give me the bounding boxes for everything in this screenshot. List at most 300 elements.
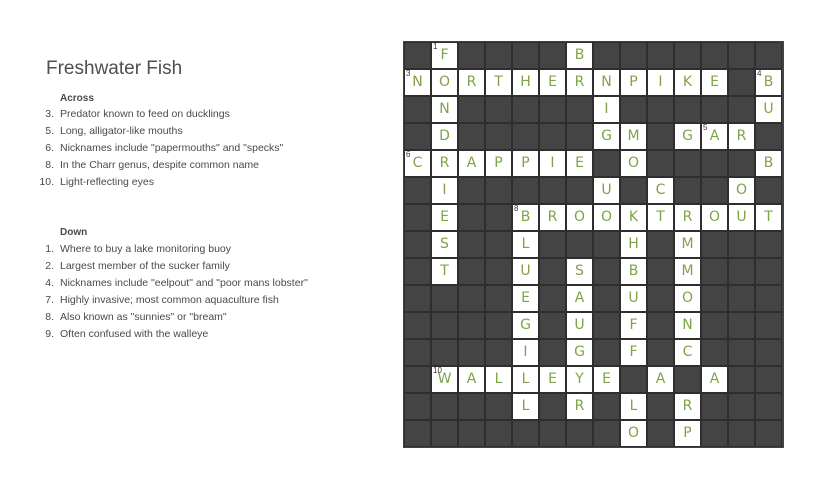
grid-cell[interactable] (539, 150, 566, 177)
cell-letter: N (412, 74, 423, 90)
grid-block (647, 393, 674, 420)
grid-block (755, 366, 782, 393)
grid-cell[interactable] (728, 123, 755, 150)
cell-letter: E (440, 209, 449, 225)
grid-block (755, 42, 782, 69)
grid-block (458, 258, 485, 285)
cell-letter: K (628, 209, 639, 225)
cell-letter: U (574, 317, 585, 333)
grid-block (431, 285, 458, 312)
grid-cell[interactable] (431, 42, 458, 69)
grid-block (593, 393, 620, 420)
grid-cell[interactable] (593, 69, 620, 96)
cell-letter: Y (575, 371, 584, 387)
grid-block (539, 258, 566, 285)
grid-cell[interactable] (566, 366, 593, 393)
grid-block (485, 339, 512, 366)
grid-block (755, 312, 782, 339)
cell-letter: O (573, 209, 586, 225)
cell-letter: F (440, 47, 449, 63)
grid-cell[interactable] (620, 339, 647, 366)
cell-letter: L (521, 236, 530, 252)
grid-block (755, 393, 782, 420)
grid-cell[interactable] (647, 204, 674, 231)
cell-letter: L (494, 371, 503, 387)
clue-text: Highly invasive; most common aquaculture fish (60, 294, 279, 306)
cell-letter: B (628, 263, 639, 279)
cell-letter: P (683, 425, 692, 441)
grid-block (404, 366, 431, 393)
grid-cell[interactable] (512, 285, 539, 312)
grid-block (458, 339, 485, 366)
cell-letter: I (550, 155, 555, 171)
cell-letter: U (628, 290, 639, 306)
puzzle-title: Freshwater Fish (46, 58, 183, 79)
grid-cell[interactable] (755, 96, 782, 123)
cell-letter: D (439, 128, 450, 144)
cell-letter: E (710, 74, 719, 90)
grid-block (512, 42, 539, 69)
cell-letter: E (521, 290, 530, 306)
cell-number: 3 (406, 69, 411, 78)
grid-block (674, 96, 701, 123)
grid-block (512, 96, 539, 123)
grid-cell[interactable] (728, 204, 755, 231)
grid-cell[interactable] (539, 366, 566, 393)
grid-cell[interactable] (566, 393, 593, 420)
grid-block (728, 366, 755, 393)
grid-block (755, 339, 782, 366)
cell-letter: M (681, 236, 694, 252)
grid-cell[interactable] (485, 69, 512, 96)
grid-cell[interactable] (674, 339, 701, 366)
grid-block (728, 420, 755, 447)
grid-cell[interactable] (512, 258, 539, 285)
grid-cell[interactable] (593, 177, 620, 204)
grid-block (566, 420, 593, 447)
cell-letter: O (438, 74, 451, 90)
clue-text: Light-reflecting eyes (60, 176, 154, 188)
grid-block (404, 285, 431, 312)
grid-cell[interactable] (566, 285, 593, 312)
grid-cell[interactable] (566, 42, 593, 69)
grid-cell[interactable] (512, 312, 539, 339)
grid-cell[interactable] (674, 123, 701, 150)
grid-block (728, 339, 755, 366)
grid-block (458, 96, 485, 123)
grid-block (431, 393, 458, 420)
grid-cell[interactable] (539, 204, 566, 231)
cell-letter: T (494, 74, 503, 90)
cell-letter: A (655, 371, 666, 387)
grid-cell[interactable] (431, 204, 458, 231)
grid-cell[interactable] (620, 420, 647, 447)
down-clue (30, 292, 308, 309)
down-clue (30, 258, 308, 275)
grid-block (674, 366, 701, 393)
grid-cell[interactable] (512, 69, 539, 96)
grid-block (620, 42, 647, 69)
grid-cell[interactable] (512, 150, 539, 177)
grid-block (539, 42, 566, 69)
cell-letter: B (763, 74, 774, 90)
grid-block (485, 96, 512, 123)
cell-letter: U (763, 101, 774, 117)
cell-letter: I (604, 101, 609, 117)
grid-cell[interactable] (458, 69, 485, 96)
grid-block (512, 420, 539, 447)
grid-block (539, 339, 566, 366)
grid-block (728, 69, 755, 96)
grid-cell[interactable] (647, 366, 674, 393)
grid-cell[interactable] (674, 69, 701, 96)
grid-block (593, 420, 620, 447)
grid-block (728, 42, 755, 69)
cell-number: 8 (514, 204, 519, 213)
cell-letter: R (466, 74, 477, 90)
grid-block (593, 150, 620, 177)
cell-letter: F (629, 344, 638, 360)
clue-text: Largest member of the sucker family (60, 260, 230, 272)
grid-cell[interactable] (404, 150, 431, 177)
cell-number: 4 (757, 69, 762, 78)
cell-letter: O (600, 209, 613, 225)
grid-cell[interactable] (701, 204, 728, 231)
cell-letter: T (764, 209, 773, 225)
across-clue (30, 123, 283, 140)
grid-cell[interactable] (701, 69, 728, 96)
grid-block (674, 177, 701, 204)
grid-block (458, 42, 485, 69)
grid-block (458, 393, 485, 420)
cell-letter: B (763, 155, 774, 171)
grid-block (431, 420, 458, 447)
cell-letter: P (494, 155, 503, 171)
grid-cell[interactable] (458, 150, 485, 177)
grid-block (485, 285, 512, 312)
cell-letter: E (548, 371, 557, 387)
cell-letter: T (656, 209, 665, 225)
grid-cell[interactable] (431, 366, 458, 393)
grid-block (674, 150, 701, 177)
cell-letter: R (682, 398, 693, 414)
grid-block (539, 285, 566, 312)
grid-cell[interactable] (620, 123, 647, 150)
grid-cell[interactable] (566, 150, 593, 177)
cell-letter: R (574, 74, 585, 90)
grid-block (512, 123, 539, 150)
grid-block (458, 177, 485, 204)
grid-block (458, 204, 485, 231)
grid-block (404, 96, 431, 123)
grid-cell[interactable] (755, 204, 782, 231)
cell-letter: C (412, 155, 423, 171)
grid-block (593, 285, 620, 312)
cell-letter: H (628, 236, 639, 252)
cell-letter: R (736, 128, 747, 144)
clue-number: 7. (45, 294, 54, 306)
grid-cell[interactable] (620, 285, 647, 312)
grid-block (755, 258, 782, 285)
grid-block (404, 204, 431, 231)
grid-cell[interactable] (566, 339, 593, 366)
grid-cell[interactable] (485, 150, 512, 177)
grid-block (404, 312, 431, 339)
grid-block (755, 285, 782, 312)
grid-block (701, 258, 728, 285)
cell-letter: H (520, 74, 531, 90)
grid-cell[interactable] (431, 258, 458, 285)
grid-cell[interactable] (431, 231, 458, 258)
cell-letter: O (681, 290, 694, 306)
grid-cell[interactable] (620, 393, 647, 420)
cell-letter: G (682, 128, 693, 144)
grid-cell[interactable] (404, 69, 431, 96)
cell-letter: R (547, 209, 558, 225)
grid-block (485, 177, 512, 204)
grid-block (728, 96, 755, 123)
clue-text: Long, alligator-like mouths (60, 125, 183, 137)
grid-cell[interactable] (620, 150, 647, 177)
grid-cell[interactable] (647, 69, 674, 96)
grid-cell[interactable] (755, 69, 782, 96)
grid-cell[interactable] (485, 366, 512, 393)
down-heading: Down (60, 227, 88, 238)
grid-cell[interactable] (431, 123, 458, 150)
cell-number: 6 (406, 150, 411, 159)
grid-block (620, 366, 647, 393)
grid-block (404, 231, 431, 258)
grid-block (755, 177, 782, 204)
grid-block (755, 420, 782, 447)
grid-cell[interactable] (566, 69, 593, 96)
grid-block (620, 96, 647, 123)
grid-block (593, 231, 620, 258)
cell-letter: L (629, 398, 638, 414)
grid-cell[interactable] (566, 204, 593, 231)
cell-letter: S (440, 236, 449, 252)
cell-letter: R (682, 209, 693, 225)
grid-block (647, 231, 674, 258)
grid-cell[interactable] (512, 339, 539, 366)
cell-letter: P (521, 155, 530, 171)
grid-block (539, 177, 566, 204)
grid-block (647, 123, 674, 150)
grid-cell[interactable] (593, 123, 620, 150)
clue-text: In the Charr genus, despite common name (60, 159, 260, 171)
cell-number: 10 (433, 366, 442, 375)
grid-cell[interactable] (674, 204, 701, 231)
grid-cell[interactable] (755, 150, 782, 177)
grid-cell[interactable] (512, 231, 539, 258)
grid-block (728, 312, 755, 339)
cell-letter: S (575, 263, 584, 279)
grid-block (701, 177, 728, 204)
clue-text: Predator known to feed on ducklings (60, 108, 230, 120)
grid-block (566, 96, 593, 123)
grid-block (485, 393, 512, 420)
cell-number: 1 (433, 42, 438, 51)
grid-block (566, 123, 593, 150)
cell-letter: U (601, 182, 612, 198)
grid-block (674, 42, 701, 69)
grid-block (485, 123, 512, 150)
grid-cell[interactable] (431, 150, 458, 177)
grid-cell[interactable] (674, 393, 701, 420)
grid-cell[interactable] (566, 258, 593, 285)
crossword-grid (403, 41, 784, 448)
grid-block (539, 420, 566, 447)
cell-letter: I (658, 74, 663, 90)
grid-cell[interactable] (512, 366, 539, 393)
cell-letter: M (681, 263, 694, 279)
grid-block (701, 150, 728, 177)
clue-number: 9. (45, 328, 54, 340)
clue-number: 2. (45, 260, 54, 272)
down-clue-list (30, 241, 308, 343)
cell-letter: E (602, 371, 611, 387)
grid-block (485, 204, 512, 231)
grid-cell[interactable] (674, 258, 701, 285)
grid-cell[interactable] (647, 177, 674, 204)
grid-cell[interactable] (620, 258, 647, 285)
cell-letter: A (466, 155, 477, 171)
clue-number: 8. (45, 159, 54, 171)
grid-cell[interactable] (566, 312, 593, 339)
cell-letter: G (574, 344, 585, 360)
down-clue (30, 326, 308, 343)
clue-text: Nicknames include "papermouths" and "specks" (60, 142, 284, 154)
cell-letter: P (629, 74, 638, 90)
grid-cell[interactable] (512, 204, 539, 231)
across-heading: Across (60, 93, 94, 104)
grid-cell[interactable] (674, 420, 701, 447)
grid-block (647, 312, 674, 339)
grid-block (593, 339, 620, 366)
grid-block (566, 231, 593, 258)
grid-block (647, 339, 674, 366)
cell-letter: M (627, 128, 640, 144)
cell-number: 5 (703, 123, 708, 132)
clue-text: Where to buy a lake monitoring buoy (60, 243, 232, 255)
grid-block (485, 231, 512, 258)
cell-letter: A (709, 128, 720, 144)
grid-cell[interactable] (431, 69, 458, 96)
cell-letter: N (601, 74, 612, 90)
grid-block (404, 123, 431, 150)
grid-block (458, 285, 485, 312)
grid-block (512, 177, 539, 204)
grid-cell[interactable] (701, 123, 728, 150)
grid-cell[interactable] (593, 366, 620, 393)
clue-text: Often confused with the walleye (60, 328, 209, 340)
grid-cell[interactable] (593, 204, 620, 231)
grid-block (404, 42, 431, 69)
grid-block (701, 312, 728, 339)
grid-block (593, 258, 620, 285)
grid-block (539, 123, 566, 150)
grid-cell[interactable] (674, 312, 701, 339)
grid-cell[interactable] (728, 177, 755, 204)
cell-letter: O (708, 209, 721, 225)
cell-letter: A (574, 290, 585, 306)
grid-block (647, 420, 674, 447)
grid-block (404, 339, 431, 366)
grid-block (404, 393, 431, 420)
clue-number: 5. (45, 125, 54, 137)
grid-block (485, 42, 512, 69)
grid-block (701, 231, 728, 258)
grid-block (728, 231, 755, 258)
grid-block (539, 393, 566, 420)
cell-letter: B (574, 47, 585, 63)
grid-block (728, 393, 755, 420)
grid-block (404, 177, 431, 204)
clue-text: Nicknames include "eelpout" and "poor mans lobster" (60, 277, 308, 289)
grid-block (701, 96, 728, 123)
grid-block (458, 312, 485, 339)
grid-cell[interactable] (431, 96, 458, 123)
cell-letter: G (601, 128, 612, 144)
cell-letter: R (574, 398, 585, 414)
grid-cell[interactable] (458, 366, 485, 393)
grid-block (647, 258, 674, 285)
grid-cell[interactable] (539, 69, 566, 96)
cell-letter: U (736, 209, 747, 225)
grid-cell[interactable] (620, 204, 647, 231)
grid-cell[interactable] (593, 96, 620, 123)
grid-block (701, 42, 728, 69)
grid-cell[interactable] (512, 393, 539, 420)
cell-letter: C (682, 344, 693, 360)
grid-cell[interactable] (620, 69, 647, 96)
grid-block (755, 231, 782, 258)
cell-letter: U (520, 263, 531, 279)
across-clue (30, 157, 283, 174)
grid-block (647, 285, 674, 312)
grid-cell[interactable] (674, 231, 701, 258)
grid-block (755, 123, 782, 150)
clue-text: Also known as "sunnies" or "bream" (60, 311, 227, 323)
grid-block (458, 123, 485, 150)
cell-letter: C (655, 182, 666, 198)
cell-letter: F (629, 317, 638, 333)
grid-block (728, 258, 755, 285)
cell-letter: L (521, 371, 530, 387)
grid-cell[interactable] (431, 177, 458, 204)
cell-letter: T (440, 263, 449, 279)
grid-block (539, 231, 566, 258)
grid-block (404, 420, 431, 447)
grid-cell[interactable] (620, 231, 647, 258)
clue-number: 4. (45, 277, 54, 289)
cell-letter: I (523, 344, 528, 360)
grid-block (431, 339, 458, 366)
grid-block (728, 150, 755, 177)
grid-cell[interactable] (674, 285, 701, 312)
grid-block (566, 177, 593, 204)
clue-number: 6. (45, 142, 54, 154)
cell-letter: N (439, 101, 450, 117)
cell-letter: A (466, 371, 477, 387)
grid-block (701, 339, 728, 366)
grid-cell[interactable] (620, 312, 647, 339)
grid-block (647, 150, 674, 177)
grid-block (701, 285, 728, 312)
clue-number: 1. (45, 243, 54, 255)
down-clue (30, 309, 308, 326)
grid-cell[interactable] (701, 366, 728, 393)
